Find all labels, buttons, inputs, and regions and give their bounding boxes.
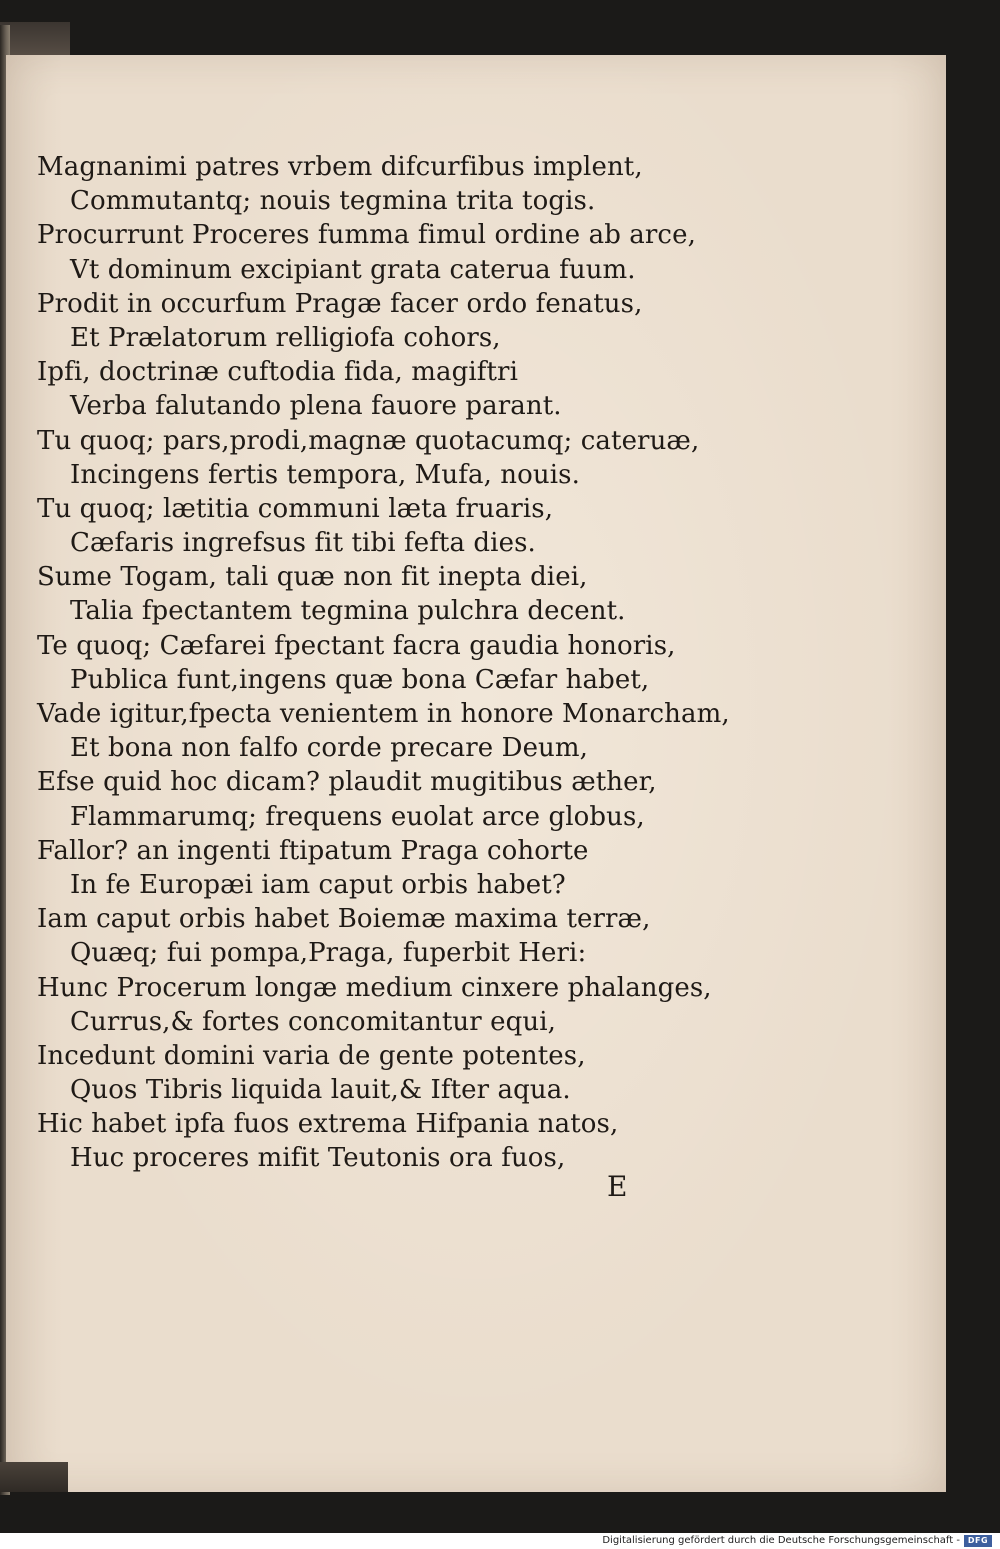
verse-line: Incingens fertis tempora, Mufa, nouis.: [70, 459, 580, 490]
verse-line: Tu quoq; lætitia communi læta fruaris,: [37, 493, 554, 524]
verse-line: Prodit in occurfum Pragæ facer ordo fenatus,: [37, 288, 643, 319]
verse-line: In fe Europæi iam caput orbis habet?: [70, 869, 566, 900]
verse-line: Incedunt domini varia de gente potentes,: [37, 1040, 586, 1071]
verse-line: Fallor? an ingenti ftipatum Praga cohorte: [37, 835, 589, 866]
verse-line: Tu quoq; pars,prodi,magnæ quotacumq; cateruæ,: [37, 425, 700, 456]
verse-line: Commutantq; nouis tegmina trita togis.: [70, 186, 596, 217]
verse-line: Procurrunt Proceres fumma fimul ordine ab arce,: [37, 220, 696, 251]
verse-line: Et Prælatorum relligiofa cohors,: [70, 322, 501, 353]
verse-line: Currus,& fortes concomitantur equi,: [70, 1006, 556, 1037]
verse-line: Iam caput orbis habet Boiemæ maxima terræ,: [37, 904, 651, 935]
verse-line: Sume Togam, tali quæ non fit inepta diei,: [37, 562, 588, 593]
verse-line: Verba falutando plena fauore parant.: [70, 391, 562, 422]
verse-line: Talia fpectantem tegmina pulchra decent.: [70, 596, 626, 627]
verse-line: Quos Tibris liquida lauit,& Ifter aqua.: [70, 1075, 571, 1106]
dfg-logo: DFG: [964, 1535, 992, 1547]
verse-line: Publica funt,ingens quæ bona Cæfar habet,: [70, 664, 650, 695]
verse-line: Vade igitur,fpecta venientem in honore Monarcham,: [37, 699, 730, 729]
poem-text: [37, 150, 777, 1176]
verse-line: Magnanimi patres vrbem difcurfibus implent,: [37, 152, 643, 182]
verse-line: Te quoq; Cæfarei fpectant facra gaudia honoris,: [37, 630, 676, 661]
funding-notice: Digitalisierung gefördert durch die Deutsche Forschungsgemeinschaft -: [602, 1535, 960, 1546]
verse-line: Ipfi, doctrinæ cuftodia fida, magiftri: [37, 357, 518, 388]
verse-line: Hunc Procerum longæ medium cinxere phalanges,: [37, 972, 712, 1003]
verse-line: Huc proceres mifit Teutonis ora fuos,: [70, 1143, 566, 1174]
verse-line: Hic habet ipfa fuos extrema Hifpania natos,: [37, 1109, 619, 1140]
binding-tab-bottom: [0, 1462, 68, 1492]
verse-line: Vt dominum excipiant grata caterua fuum.: [70, 254, 636, 285]
verse-line: Flammarumq; frequens euolat arce globus,: [70, 801, 645, 832]
verse-line: Et bona non falfo corde precare Deum,: [70, 733, 589, 764]
verse-line: Quæq; fui pompa,Praga, fuperbit Heri:: [70, 938, 587, 969]
catchword: E: [607, 1170, 628, 1203]
verse-line: Efse quid hoc dicam? plaudit mugitibus æther,: [37, 767, 657, 798]
verse-line: Cæfaris ingrefsus fit tibi fefta dies.: [70, 528, 536, 559]
